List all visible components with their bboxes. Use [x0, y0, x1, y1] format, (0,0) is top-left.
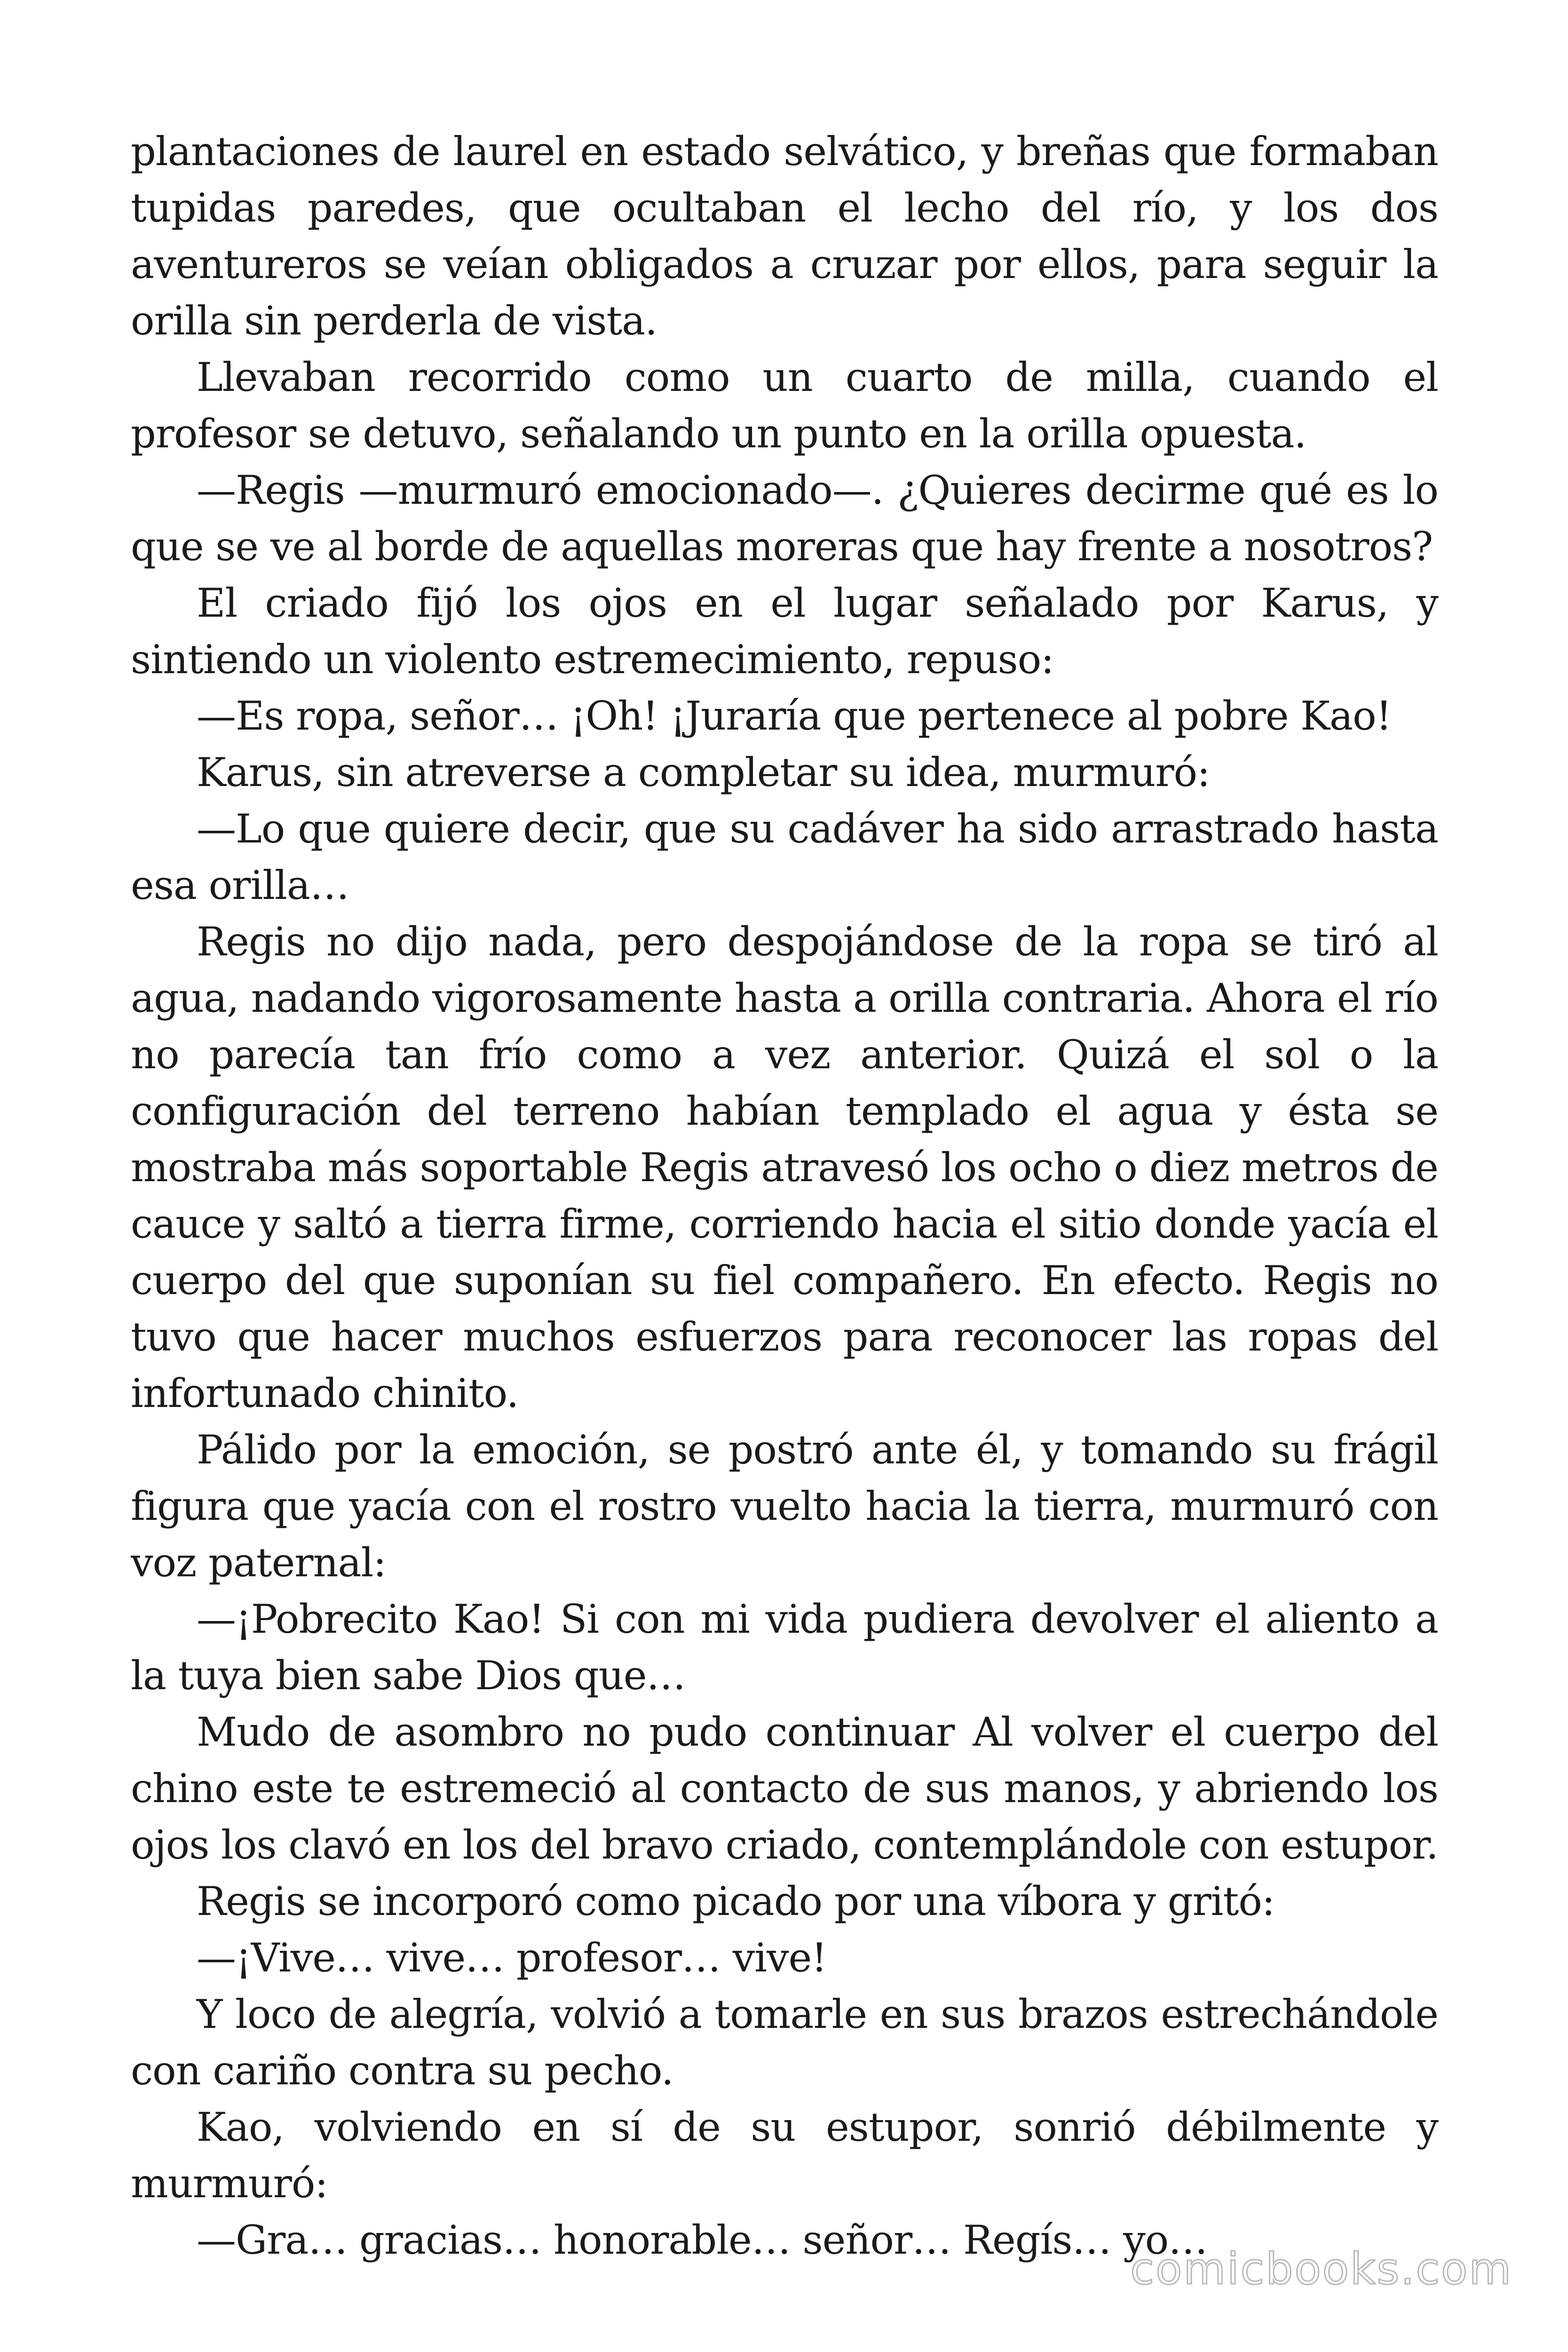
body-text [131, 123, 1438, 2268]
paragraph: El criado fijó los ojos en el lugar señalado por Karus, y sintiendo un violento estremecimiento, repuso: [131, 580, 1438, 683]
paragraph: Mudo de asombro no pudo continuar Al volver el cuerpo del chino este te estremeció al contacto de sus manos, y abriendo los ojos los clavó en los del bravo criado, contemplándole con estupor. [131, 1709, 1438, 1868]
paragraph: Regis no dijo nada, pero despojándose de la ropa se tiró al agua, nadando vigorosamente hasta a orilla contraria. Ahora el río no parecía tan frío como a vez anterior. Quizá el sol o la configuración del terreno habían templado el agua y ésta se mostraba más soportable Regis atravesó los ocho o diez metros de cauce y saltó a tierra firme, corriendo hacia el sitio donde yacía el cuerpo del que suponían su fiel compañero. En efecto. Regis no tuvo que hacer muchos esfuerzos para reconocer las ropas del infortunado chinito. [131, 919, 1438, 1416]
paragraph: Regis se incorporó como picado por una víbora y gritó: [197, 1878, 1275, 1924]
paragraph: Kao, volviendo en sí de su estupor, sonrió débilmente y murmuró: [131, 2104, 1438, 2207]
paragraph: —Es ropa, señor… ¡Oh! ¡Juraría que pertenece al pobre Kao! [197, 693, 1392, 739]
paragraph: —¡Vive… vive… profesor… vive! [197, 1935, 827, 1981]
watermark-text: comicbooks.com [1130, 2244, 1513, 2294]
paragraph: plantaciones de laurel en estado selvático, y breñas que formaban tupidas paredes, que ocultaban el lecho del río, y los dos aventureros se veían obligados a cruzar por ellos, para seguir la orilla sin perderla de vista. [131, 128, 1438, 344]
paragraph: Karus, sin atreverse a completar su idea, murmuró: [197, 749, 1210, 795]
paragraph: —Regis —murmuró emocionado—. ¿Quieres decirme qué es lo que se ve al borde de aquellas moreras que hay frente a nosotros? [131, 467, 1438, 570]
paragraph: Pálido por la emoción, se postró ante él, y tomando su frágil figura que yacía con el rostro vuelto hacia la tierra, murmuró con voz paternal: [131, 1427, 1438, 1586]
paragraph: Y loco de alegría, volvió a tomarle en sus brazos estrechándole con cariño contra su pecho. [131, 1991, 1438, 2094]
paragraph: —¡Pobrecito Kao! Si con mi vida pudiera devolver el aliento a la tuya bien sabe Dios que… [131, 1596, 1438, 1699]
paragraph: —Lo que quiere decir, que su cadáver ha sido arrastrado hasta esa orilla… [131, 806, 1438, 908]
paragraph: —Gra… gracias… honorable… señor… Regís… yo… [197, 2217, 1208, 2263]
paragraph: Llevaban recorrido como un cuarto de milla, cuando el profesor se detuvo, señalando un punto en la orilla opuesta. [131, 354, 1438, 457]
